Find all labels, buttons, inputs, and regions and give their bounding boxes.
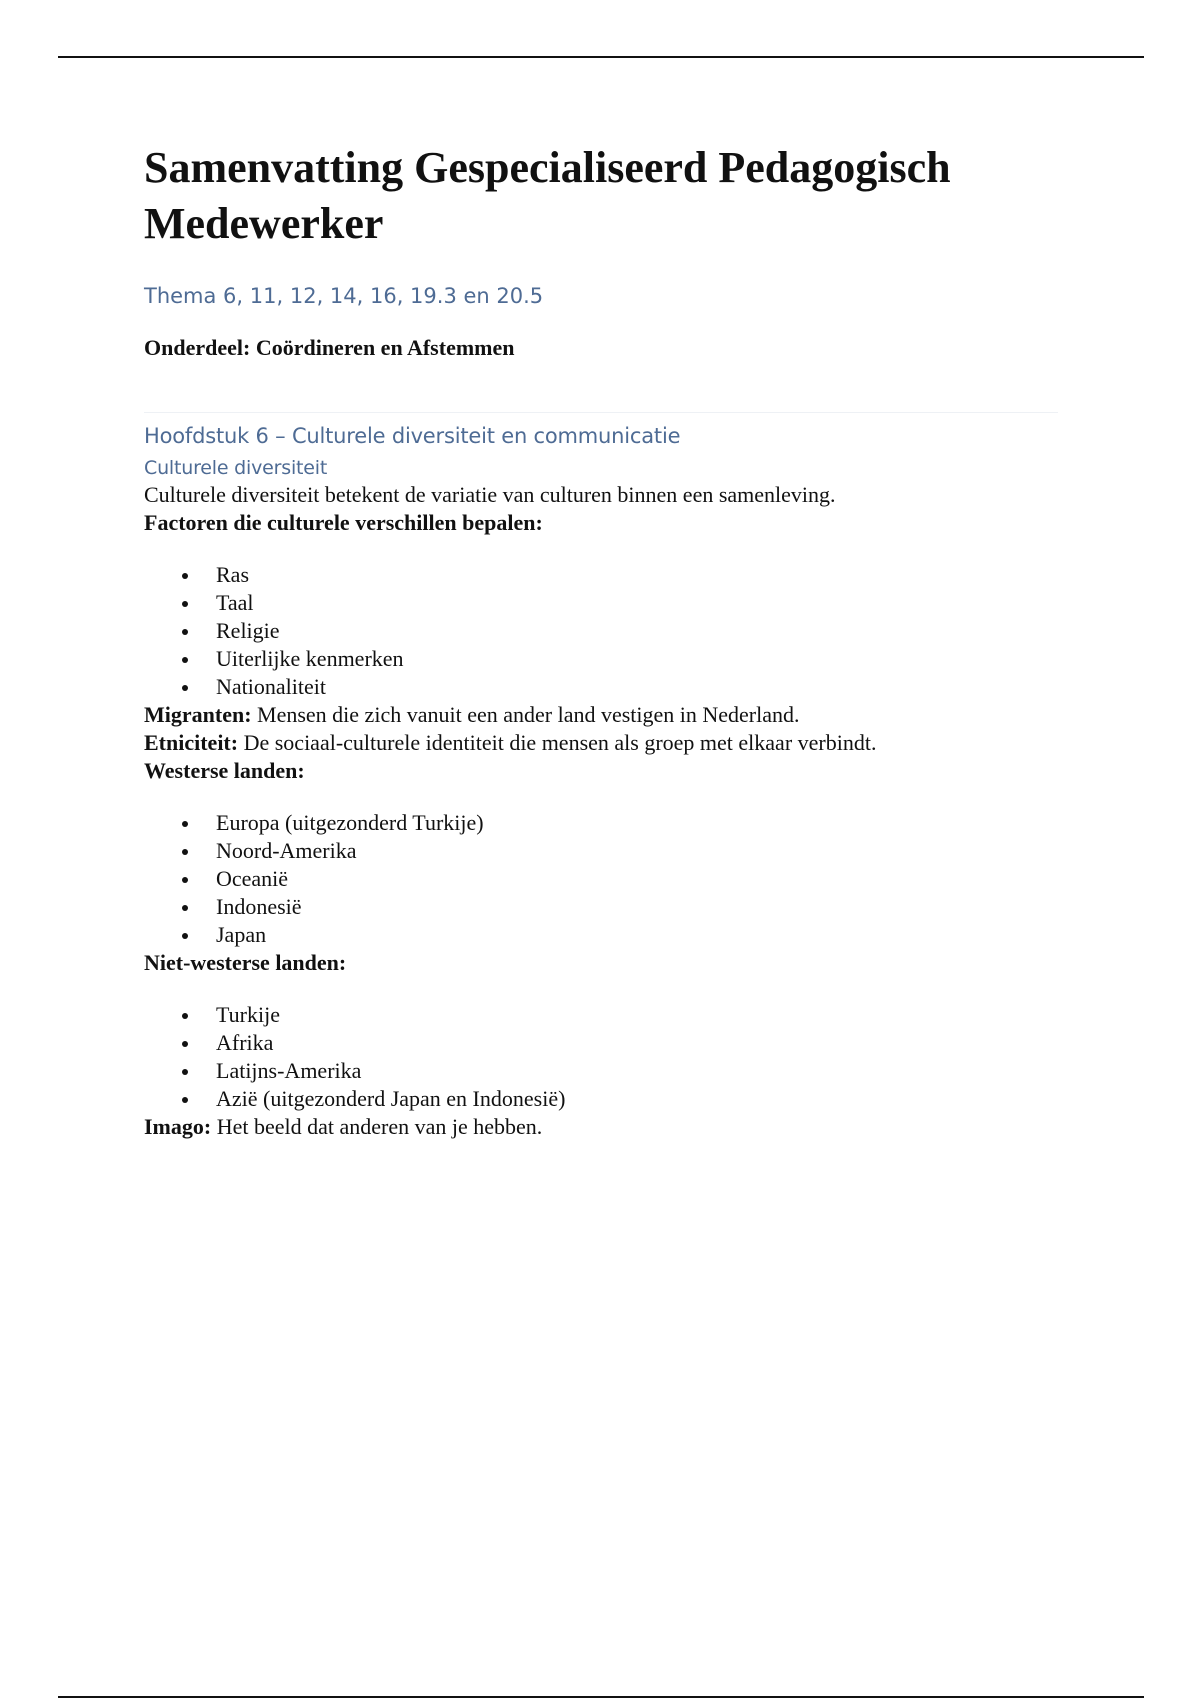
list-item-text: Religie	[216, 618, 280, 643]
list-item	[144, 673, 1064, 701]
western-list	[144, 809, 1064, 949]
definition-text: Het beeld dat anderen van je hebben.	[211, 1114, 543, 1139]
list-item	[144, 1057, 1064, 1085]
bullet-icon	[182, 629, 188, 635]
list-item	[144, 589, 1064, 617]
definition-text: De sociaal-culturele identiteit die mensen als groep met elkaar verbindt.	[238, 730, 877, 755]
bullet-icon	[182, 1041, 188, 1047]
bullet-icon	[182, 685, 188, 691]
list-item-text: Azië (uitgezonderd Japan en Indonesië)	[216, 1086, 566, 1111]
document-subtitle: Thema 6, 11, 12, 14, 16, 19.3 en 20.5	[144, 284, 544, 308]
definition-term: Migranten:	[144, 702, 252, 727]
list-item	[144, 617, 1064, 645]
western-title-text: Westerse landen:	[144, 758, 305, 783]
definition-term: Etniciteit:	[144, 730, 239, 755]
migranten-definition	[144, 701, 1064, 729]
list-item-text: Japan	[216, 922, 267, 947]
definition-term: Imago:	[144, 1114, 212, 1139]
list-item-text: Taal	[216, 590, 254, 615]
definition-text: Mensen die zich vanuit een ander land vestigen in Nederland.	[251, 702, 800, 727]
list-item	[144, 837, 1064, 865]
list-item	[144, 809, 1064, 837]
imago-definition	[144, 1113, 1064, 1141]
western-title	[144, 757, 1064, 785]
bullet-icon	[182, 849, 188, 855]
list-item-text: Noord-Amerika	[216, 838, 357, 863]
nonwestern-list	[144, 1001, 1064, 1113]
bullet-icon	[182, 1069, 188, 1075]
chapter-heading: Hoofdstuk 6 – Culturele diversiteit en communicatie	[144, 424, 681, 448]
list-item-text: Afrika	[216, 1030, 274, 1055]
bullet-icon	[182, 657, 188, 663]
chapter-subheading: Culturele diversiteit	[144, 457, 328, 479]
list-item-text: Ras	[216, 562, 249, 587]
list-item-text: Indonesië	[216, 894, 302, 919]
list-item-text: Uiterlijke kenmerken	[216, 646, 404, 671]
list-item-text: Nationaliteit	[216, 674, 326, 699]
bullet-icon	[182, 933, 188, 939]
section-divider	[144, 412, 1058, 413]
header-rule	[58, 56, 1144, 58]
bullet-icon	[182, 905, 188, 911]
bullet-icon	[182, 877, 188, 883]
list-item	[144, 1085, 1064, 1113]
factors-title	[144, 509, 1064, 537]
bullet-icon	[182, 573, 188, 579]
list-item-text: Europa (uitgezonderd Turkije)	[216, 810, 484, 835]
document-title: Samenvatting Gespecialiseerd Pedagogisch Medewerker	[144, 143, 951, 248]
list-item	[144, 561, 1064, 589]
list-item	[144, 865, 1064, 893]
bullet-icon	[182, 1013, 188, 1019]
section-label	[144, 334, 1064, 362]
bullet-icon	[182, 601, 188, 607]
list-item-text: Oceanië	[216, 866, 289, 891]
list-item-text: Latijns-Amerika	[216, 1058, 362, 1083]
factors-title-text: Factoren die culturele verschillen bepalen:	[144, 510, 543, 535]
list-item	[144, 1029, 1064, 1057]
list-item	[144, 921, 1064, 949]
footer-rule	[58, 1696, 1144, 1698]
section-label-text: Onderdeel: Coördineren en Afstemmen	[144, 335, 515, 360]
list-item	[144, 1001, 1064, 1029]
bullet-icon	[182, 821, 188, 827]
factors-list	[144, 561, 1064, 701]
nonwestern-title-text: Niet-westerse landen:	[144, 950, 347, 975]
list-item	[144, 893, 1064, 921]
list-item-text: Turkije	[216, 1002, 280, 1027]
page-content	[144, 140, 1064, 1141]
list-item	[144, 645, 1064, 673]
nonwestern-title	[144, 949, 1064, 977]
etniciteit-definition	[144, 729, 1064, 757]
intro-paragraph: Culturele diversiteit betekent de variatie van culturen binnen een samenleving.	[144, 482, 836, 507]
bullet-icon	[182, 1097, 188, 1103]
